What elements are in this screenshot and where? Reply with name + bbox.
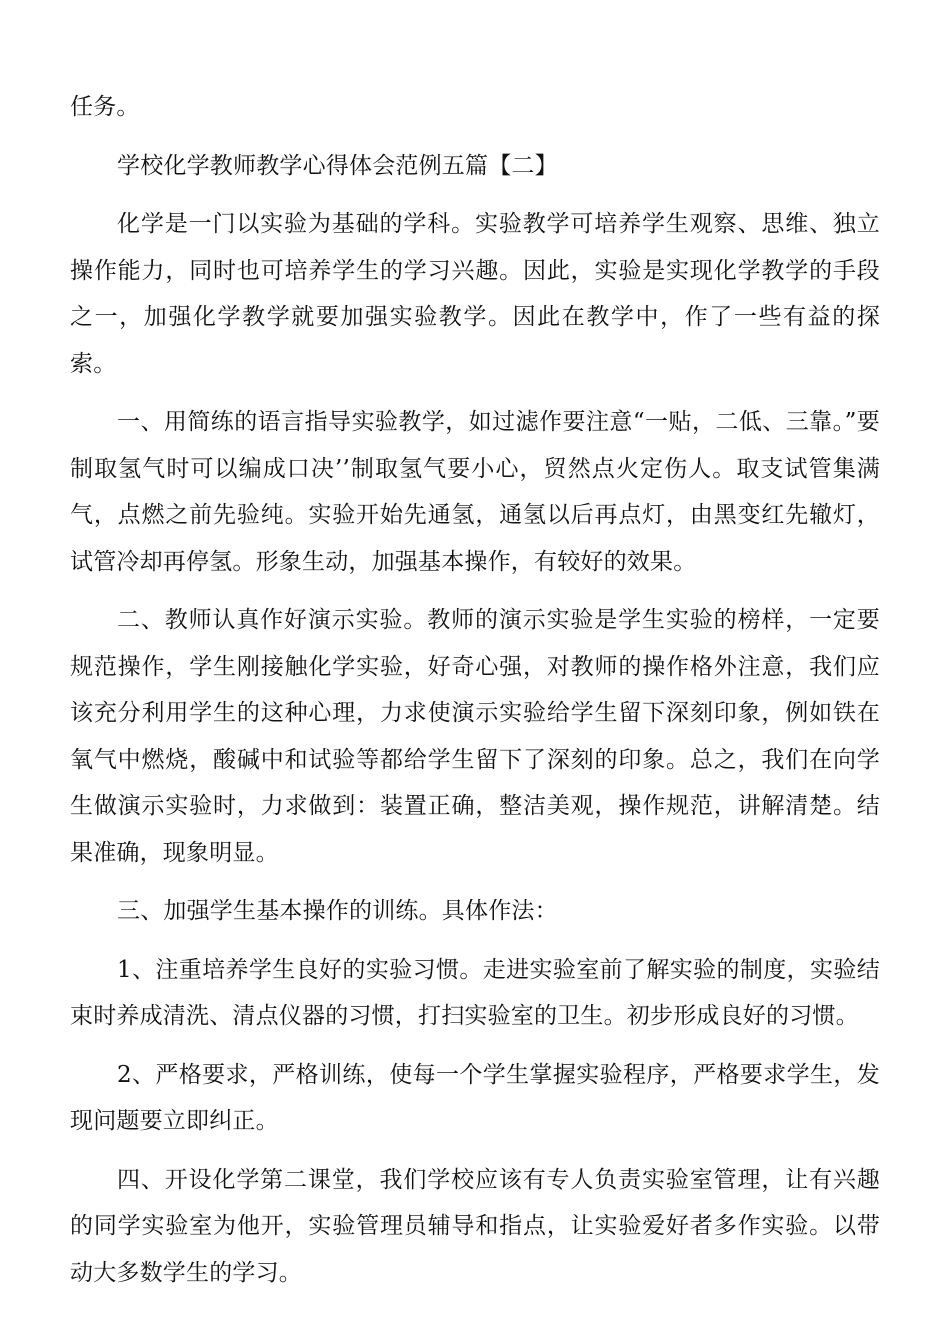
paragraph-point-one: 一、用简练的语言指导实验教学，如过滤作要注意“一贴，二低、三靠。”要制取氢气时可以编成口决’’制取氢气要小心，贸然点火定伤人。取支试管集满气，点燃之前先验纯。实验开始先通氢，通氢以后再点灯，由黑变红先辙灯，试管冷却再停氢。形象生动，加强基本操作，有较好的效果。 [70, 409, 880, 575]
paragraph-subpoint-one: 1、注重培养学生良好的实验习惯。走进实验室前了解实验的制度，实验结束时养成清洗、清点仪器的习惯，打扫实验室的卫生。初步形成良好的习惯。 [70, 956, 880, 1029]
paragraph-continuation: 任务。 [70, 94, 140, 120]
paragraph-point-two: 二、教师认真作好演示实验。教师的演示实验是学生实验的榜样，一定要规范操作，学生刚接触化学实验，好奇心强，对教师的操作格外注意，我们应该充分利用学生的这种心理，力求使演示实验给学生留下深刻印象，例如铁在氧气中燃烧，酸碱中和试验等都给学生留下了深刻的印象。总之，我们在向学生做演示实验时，力求做到：装置正确，整洁美观，操作规范，讲解清楚。结果准确，现象明显。 [70, 607, 880, 866]
paragraph-subpoint-two: 2、严格要求，严格训练，使每一个学生掌握实验程序，严格要求学生，发现问题要立即纠正。 [70, 1061, 880, 1134]
paragraph-intro: 化学是一门以实验为基础的学科。实验教学可培养学生观察、思维、独立操作能力，同时也可培养学生的学习兴趣。因此，实验是实现化学教学的手段之一，加强化学教学就要加强实验教学。因此在教学中，作了一些有益的探索。 [70, 211, 880, 377]
paragraph-point-three: 三、加强学生基本操作的训练。具体作法： [117, 898, 558, 924]
paragraph-point-four: 四、开设化学第二课堂，我们学校应该有专人负责实验室管理，让有兴趣的同学实验室为他开，实验管理员辅导和指点，让实验爱好者多作实验。以带动大多数学生的学习。 [70, 1166, 880, 1286]
section-heading: 学校化学教师教学心得体会范例五篇【二】 [117, 152, 558, 179]
